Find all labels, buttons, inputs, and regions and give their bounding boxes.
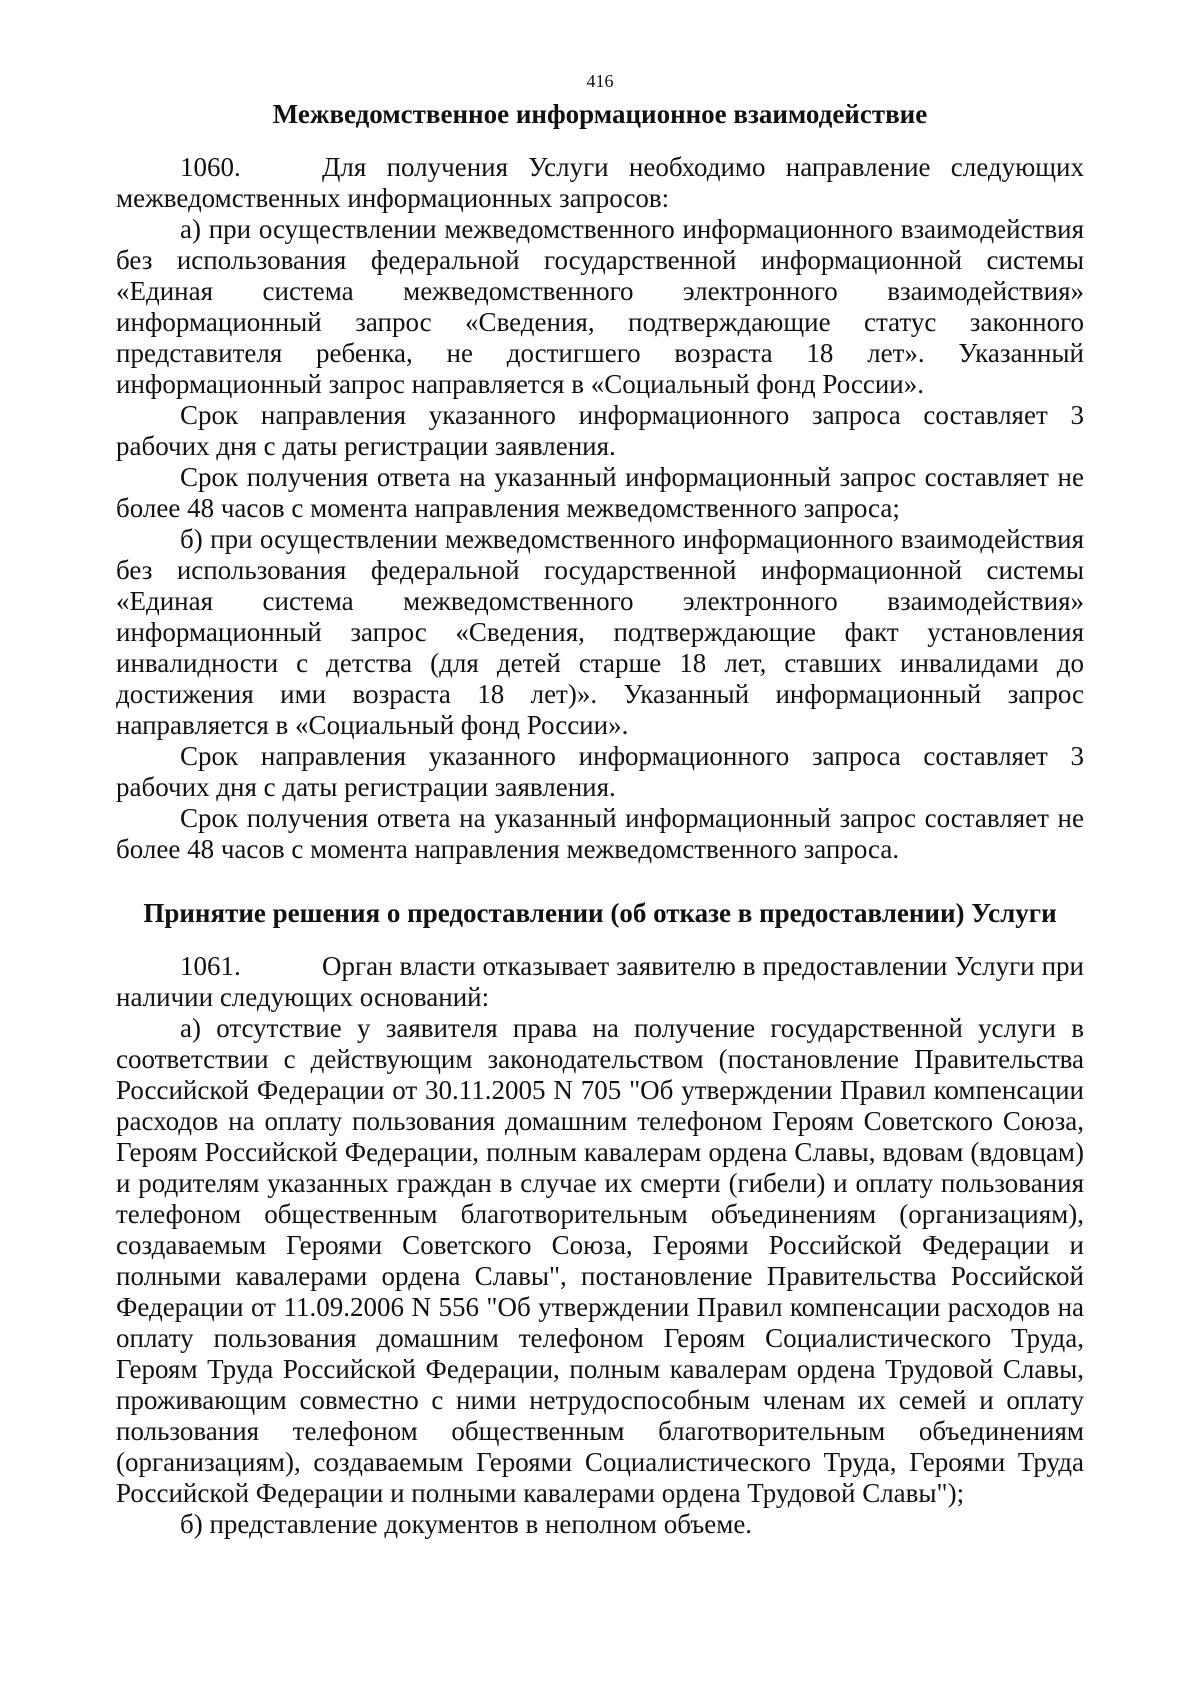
section-title-interagency: Межведомственное информационное взаимодействие [272, 99, 928, 129]
page-number: 416 [586, 71, 614, 91]
paragraph-1060-b-send-term: Срок направления указанного информационного запроса составляет 3 рабочих дня с даты регистрации заявления. [116, 741, 1084, 802]
paragraph-1060-b: б) при осуществлении межведомственного информационного взаимодействия без использования федеральной государственной информационной системы «Единая система межведомственного электронного взаимодействия» информационный запрос «Сведения, подтверждающие факт установления инвалидности с детства (для детей старше 18 лет, ставших инвалидами до достижения ими возраста 18 лет)». Указанный информационный запрос направляется в «Социальный фонд России». [116, 524, 1084, 740]
paragraph-1061-text: Орган власти отказывает заявителю в предоставлении Услуги при наличии следующих оснований: [116, 951, 1084, 1012]
paragraph-1061-b: б) представление документов в неполном объеме. [180, 1509, 753, 1539]
paragraph-number-1061: 1061. [180, 951, 241, 981]
paragraph-1061 [116, 951, 1084, 1013]
paragraph-1060-b-reply-term: Срок получения ответа на указанный информационный запрос составляет не более 48 часов с момента направления межведомственного запроса. [116, 803, 1084, 864]
paragraph-1060-a-send-term: Срок направления указанного информационного запроса составляет 3 рабочих дня с даты регистрации заявления. [116, 400, 1084, 461]
section-title-decision: Принятие решения о предоставлении (об отказе в предоставлении) Услуги [143, 898, 1057, 928]
paragraph-1060-a-reply-term: Срок получения ответа на указанный информационный запрос составляет не более 48 часов с момента направления межведомственного запроса; [116, 462, 1084, 523]
document-body [116, 98, 1084, 1540]
paragraph-1060 [116, 152, 1084, 214]
paragraph-number-1060: 1060. [180, 152, 241, 182]
paragraph-1060-a: а) при осуществлении межведомственного информационного взаимодействия без использования федеральной государственной информационной системы «Единая система межведомственного электронного взаимодействия» информационный запрос «Сведения, подтверждающие статус законного представителя ребенка, не достигшего возраста 18 лет». Указанный информационный запрос направляется в «Социальный фонд России». [116, 214, 1084, 399]
paragraph-1061-a: а) отсутствие у заявителя права на получение государственной услуги в соответствии с действующим законодательством (постановление Правительства Российской Федерации от 30.11.2005 N 705 "Об утверждении Правил компенсации расходов на оплату пользования домашним телефоном Героям Советского Союза, Героям Российской Федерации, полным кавалерам ордена Славы, вдовам (вдовцам) и родителям указанных граждан в случае их смерти (гибели) и оплату пользования телефоном общественным благотворительным объединениям (организациям), создаваемым Героями Советского Союза, Героями Российской Федерации и полными кавалерами ордена Славы", постановление Правительства Российской Федерации от 11.09.2006 N 556 "Об утверждении Правил компенсации расходов на оплату пользования домашним телефоном Героям Социалистического Труда, Героям Труда Российской Федерации, полным кавалерам ордена Трудовой Славы, проживающим совместно с ними нетрудоспособным членам их семей и оплату пользования телефоном общественным благотворительным объединениям (организациям), создаваемым Героями Социалистического Труда, Героями Труда Российской Федерации и полными кавалерами ордена Трудовой Славы"); [116, 1013, 1084, 1508]
paragraph-1060-text: Для получения Услуги необходимо направление следующих межведомственных информационных запросов: [116, 152, 1084, 213]
